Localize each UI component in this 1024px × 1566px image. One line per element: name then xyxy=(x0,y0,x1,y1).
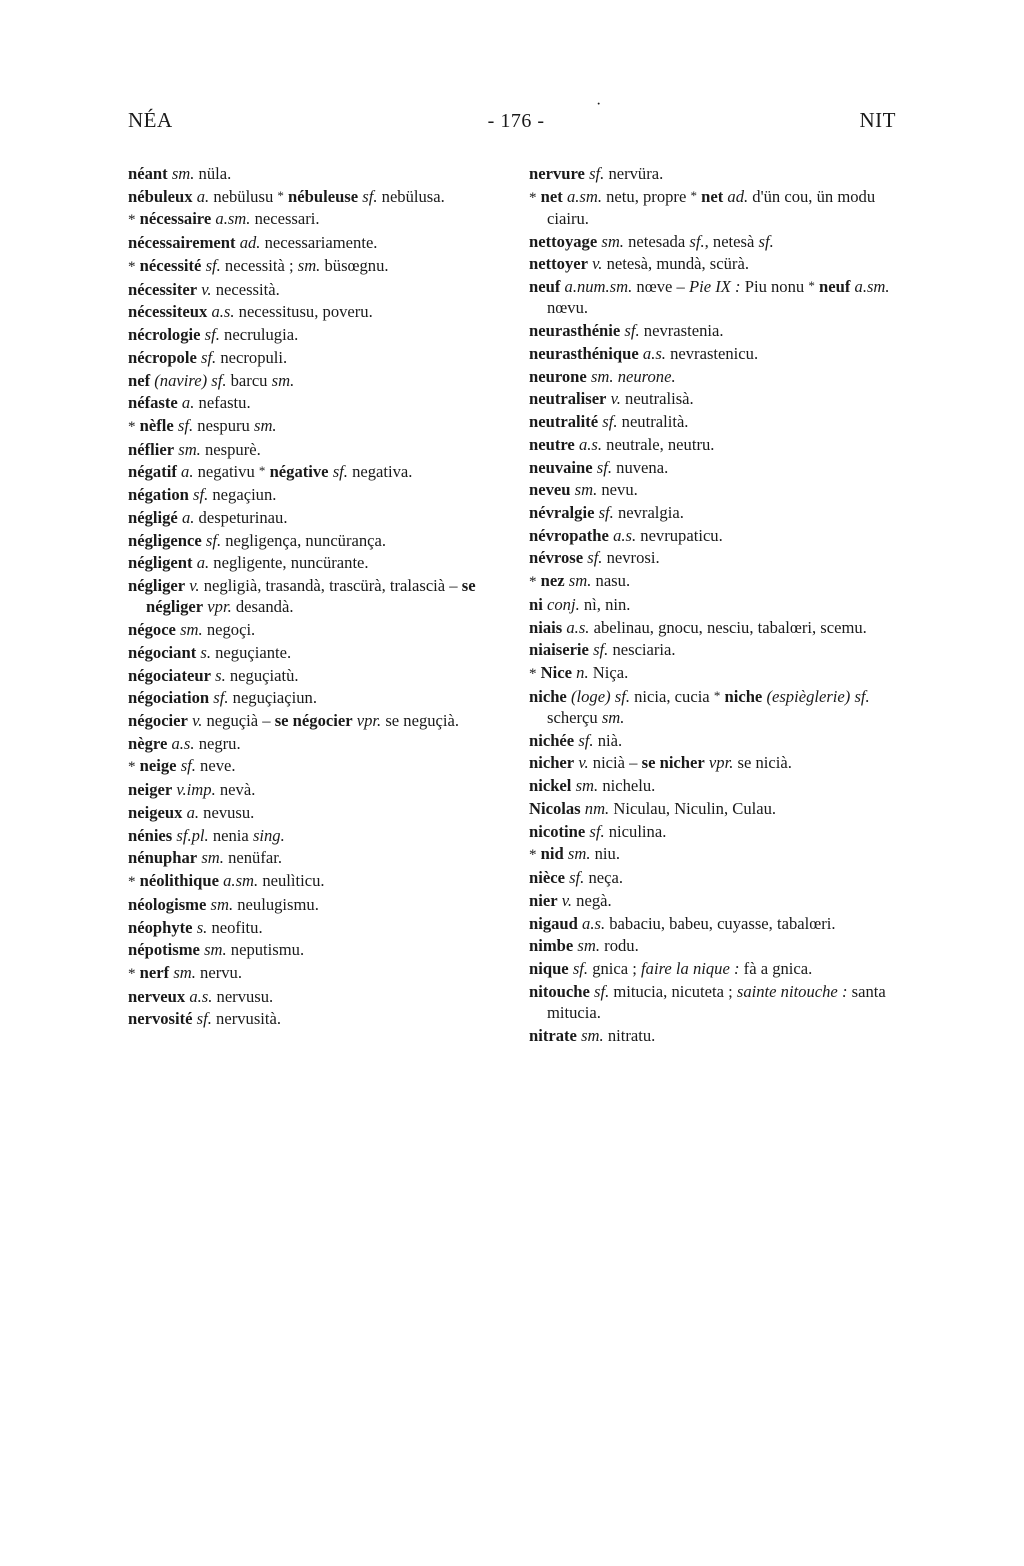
entry-headword: nécessairement xyxy=(128,233,236,253)
dictionary-entry xyxy=(128,575,499,617)
entry-headword: néant xyxy=(128,164,168,183)
entry-definition: sm. nervu. xyxy=(173,962,242,982)
entry-headword: nègre xyxy=(128,733,168,753)
entry-marker: * xyxy=(128,874,136,891)
entry-definition: sf. neutralità. xyxy=(602,412,689,432)
header-right-guideword: NIT xyxy=(859,108,896,132)
entry-marker: * xyxy=(529,189,537,206)
dictionary-entry xyxy=(128,1008,499,1029)
dictionary-entry xyxy=(128,439,499,460)
entry-headword: nièce xyxy=(529,868,565,888)
entry-headword: nécessiteux xyxy=(128,302,208,322)
entry-headword: néologisme xyxy=(128,894,207,914)
entry-definition: sf. neça. xyxy=(569,868,624,888)
entry-definition: (navire) sf. barcu sm. xyxy=(154,370,295,390)
dictionary-entry xyxy=(128,484,499,505)
entry-headword: nébuleux xyxy=(128,186,193,206)
entry-definition: v. neguçià – se négocier vpr. se neguçià. xyxy=(192,710,460,730)
entry-marker: * xyxy=(529,847,537,864)
entry-definition: sm. nüla. xyxy=(171,164,232,183)
entry-definition: v.imp. nevà. xyxy=(176,780,256,800)
entry-definition: sf. niculina. xyxy=(589,821,667,841)
entry-headword: nénies xyxy=(128,825,173,845)
entry-definition: sf. nervusità. xyxy=(196,1009,282,1029)
entry-definition: a. nevusu. xyxy=(186,802,255,822)
entry-definition: sf. nià. xyxy=(578,730,623,750)
entry-definition: sm. niu. xyxy=(567,844,620,864)
dictionary-entry xyxy=(529,525,900,546)
dictionary-entry xyxy=(529,594,900,615)
dictionary-entry xyxy=(128,163,499,184)
entry-headword: nèfle xyxy=(139,415,174,435)
dictionary-entry xyxy=(128,324,499,345)
dictionary-entry xyxy=(529,547,900,568)
entry-headword: neuf xyxy=(529,277,561,297)
dictionary-entry xyxy=(128,507,499,528)
page-header xyxy=(128,96,896,133)
entry-headword: nettoyage xyxy=(529,231,598,251)
dictionary-entry xyxy=(529,253,900,274)
entry-definition: v. nicià – se nicher vpr. se nicià. xyxy=(578,753,792,773)
entry-definition: v. negà. xyxy=(561,890,612,910)
entry-headword: net xyxy=(540,186,563,206)
entry-headword: négociation xyxy=(128,688,210,708)
entry-marker: * xyxy=(128,759,136,776)
dictionary-entry xyxy=(529,320,900,341)
dictionary-entry xyxy=(128,415,499,437)
dictionary-entry xyxy=(529,366,900,387)
entry-definition: a.s. neutrale, neutru. xyxy=(578,434,715,454)
entry-definition: a.s. negru. xyxy=(171,733,241,753)
dictionary-entry xyxy=(529,343,900,364)
entry-headword: nid xyxy=(540,844,564,864)
dictionary-entry xyxy=(128,755,499,777)
entry-headword: neiger xyxy=(128,780,173,800)
entry-definition: sm. neurone. xyxy=(590,366,676,386)
entry-definition: sf. nervüra. xyxy=(589,164,664,183)
dictionary-entry xyxy=(128,208,499,230)
entry-headword: négation xyxy=(128,485,189,505)
entry-marker: * xyxy=(529,666,537,683)
entry-headword: nécrologie xyxy=(128,325,201,345)
dictionary-entry xyxy=(128,962,499,984)
entry-headword: nique xyxy=(529,959,569,979)
entry-headword: névrose xyxy=(529,548,584,568)
entry-headword: nervure xyxy=(529,164,585,183)
entry-definition: a.sm. netu, propre * net ad. d'ün cou, ün modu ciairu. xyxy=(547,186,876,228)
entry-headword: nez xyxy=(540,571,565,591)
entry-headword: nécessité xyxy=(139,255,202,275)
dictionary-entry xyxy=(529,662,900,684)
entry-headword: neurasthénie xyxy=(529,321,621,341)
entry-definition: sf. necropuli. xyxy=(200,347,288,367)
dictionary-entry xyxy=(529,479,900,500)
entry-definition: sf. neguçiaçiun. xyxy=(213,688,317,708)
dictionary-entry xyxy=(128,710,499,731)
dictionary-entry xyxy=(128,392,499,413)
entry-headword: neveu xyxy=(529,480,571,500)
dictionary-entry xyxy=(529,752,900,773)
dictionary-entry xyxy=(529,730,900,751)
entry-definition: sf. necrulugia. xyxy=(204,325,299,345)
dictionary-entry xyxy=(529,843,900,865)
entry-definition: sf. nevralgia. xyxy=(598,502,684,522)
entry-definition: sm. netesada sf., netesà sf. xyxy=(601,231,774,251)
entry-definition: v. necessità. xyxy=(201,279,280,299)
entry-headword: neigeux xyxy=(128,802,183,822)
entry-definition: a.s. nevrupaticu. xyxy=(613,525,723,545)
entry-headword: néolithique xyxy=(139,871,219,891)
dictionary-entry xyxy=(128,461,499,482)
entry-definition: ad. necessariamente. xyxy=(239,233,378,253)
entry-headword: négatif xyxy=(128,462,177,482)
dictionary-entry xyxy=(529,686,900,728)
entry-definition: sf. negligença, nuncürança. xyxy=(205,530,387,550)
entry-definition: sf. nevrosi. xyxy=(587,548,660,568)
dictionary-entry xyxy=(128,186,499,207)
entry-definition: s. neofitu. xyxy=(196,917,263,937)
entry-headword: nécessiter xyxy=(128,279,198,299)
entry-headword: nicher xyxy=(529,753,575,773)
entry-definition: sf. neve. xyxy=(180,756,236,776)
dictionary-entry xyxy=(529,1025,900,1046)
dictionary-entry xyxy=(529,502,900,523)
entry-headword: neutralité xyxy=(529,412,599,432)
dictionary-entry xyxy=(128,347,499,368)
dictionary-entry xyxy=(128,870,499,892)
entry-definition: a.s. babaciu, babeu, cuyasse, tabalœri. xyxy=(582,913,836,933)
dictionary-entry xyxy=(529,639,900,660)
dictionary-entry xyxy=(529,821,900,842)
entry-headword: nigaud xyxy=(529,913,578,933)
dictionary-entry xyxy=(529,867,900,888)
entry-definition: sm. nevu. xyxy=(574,480,638,500)
entry-definition: conj. nì, nin. xyxy=(547,594,631,614)
dictionary-entry xyxy=(128,917,499,938)
left-column xyxy=(128,163,499,1047)
entry-headword: niaiserie xyxy=(529,640,589,660)
entry-definition: (loge) sf. nicia, cucia * niche (espièglerie) sf. scherçu sm. xyxy=(547,686,870,727)
page-number: - 176 - xyxy=(487,110,545,132)
entry-definition: a.s. abelinau, gnocu, nesciu, tabalœri, scemu. xyxy=(566,617,867,637)
entry-definition: v. neutralisà. xyxy=(610,389,694,409)
entry-headword: nitouche xyxy=(529,981,590,1001)
entry-headword: neurasthénique xyxy=(529,343,639,363)
dictionary-entry xyxy=(529,411,900,432)
entry-headword: nécropole xyxy=(128,347,197,367)
entry-definition: a.s. nervusu. xyxy=(189,986,274,1006)
entry-definition: sm. rodu. xyxy=(577,936,639,956)
entry-headword: nichée xyxy=(529,730,575,750)
entry-headword: nickel xyxy=(529,776,572,796)
dictionary-entry xyxy=(529,186,900,229)
entry-definition: a. nebülusu * nébuleuse sf. nebülusa. xyxy=(196,186,445,206)
dictionary-entry xyxy=(529,570,900,592)
dictionary-entry xyxy=(529,163,900,184)
entry-definition: s. neguçiatù. xyxy=(215,665,299,685)
entry-definition: sm. neputismu. xyxy=(204,940,305,960)
entry-headword: nettoyer xyxy=(529,254,588,274)
entry-headword: néfaste xyxy=(128,393,178,413)
entry-definition: a. negativu * négative sf. negativa. xyxy=(181,462,413,482)
entry-definition: a.num.sm. nœve – Pie IX : Piu nonu * neuf a.sm. nœvu. xyxy=(547,277,890,318)
entry-headword: nier xyxy=(529,890,558,910)
dictionary-entry xyxy=(128,939,499,960)
dictionary-entry xyxy=(529,958,900,979)
entry-headword: nerveux xyxy=(128,986,186,1006)
entry-definition: v. negligià, trasandà, trascürà, tralascià – se négliger vpr. desandà. xyxy=(146,576,476,617)
entry-headword: négociant xyxy=(128,642,197,662)
dictionary-entry xyxy=(128,665,499,686)
dictionary-entry xyxy=(529,276,900,318)
entry-marker: * xyxy=(128,212,136,229)
entry-headword: neige xyxy=(139,756,177,776)
dictionary-entry xyxy=(529,617,900,638)
entry-definition: s. neguçiante. xyxy=(200,642,292,662)
dictionary-entry xyxy=(128,370,499,391)
dictionary-entry xyxy=(529,388,900,409)
header-left-guideword: NÉA xyxy=(128,108,173,132)
dictionary-entry xyxy=(529,890,900,911)
entry-headword: ni xyxy=(529,594,543,614)
entry-marker: * xyxy=(128,258,136,275)
dictionary-entry xyxy=(128,779,499,800)
entry-headword: négocier xyxy=(128,710,188,730)
dictionary-entry xyxy=(128,232,499,253)
entry-definition: a.s. nevrastenicu. xyxy=(642,343,759,363)
entry-definition: n. Niça. xyxy=(576,663,629,683)
dictionary-entry xyxy=(128,986,499,1007)
entry-headword: népotisme xyxy=(128,940,200,960)
entry-headword: nénuphar xyxy=(128,848,198,868)
entry-definition: sf. nevrastenia. xyxy=(624,321,724,341)
entry-headword: neutraliser xyxy=(529,389,607,409)
entry-headword: négociateur xyxy=(128,665,211,685)
entry-headword: négligé xyxy=(128,507,178,527)
entry-headword: négoce xyxy=(128,620,176,640)
dictionary-entry xyxy=(128,847,499,868)
entry-headword: niche xyxy=(529,686,567,706)
dictionary-entry xyxy=(529,434,900,455)
dictionary-entry xyxy=(128,642,499,663)
dictionary-entry xyxy=(128,802,499,823)
entry-headword: nerf xyxy=(139,962,170,982)
entry-headword: neuvaine xyxy=(529,457,593,477)
entry-headword: négliger xyxy=(128,576,186,596)
dictionary-entry xyxy=(128,530,499,551)
entry-definition: sf. negaçiun. xyxy=(193,485,277,505)
entry-headword: néophyte xyxy=(128,917,193,937)
columns-container xyxy=(128,163,900,1047)
entry-headword: nef xyxy=(128,370,151,390)
dictionary-entry xyxy=(128,687,499,708)
entry-headword: névropathe xyxy=(529,525,609,545)
entry-headword: négligent xyxy=(128,553,193,573)
dictionary-entry xyxy=(529,798,900,819)
entry-definition: sm. negoçi. xyxy=(180,620,256,640)
entry-definition: a.sm. neulìticu. xyxy=(223,871,325,891)
entry-definition: sm. nitratu. xyxy=(581,1025,656,1045)
dictionary-entry xyxy=(529,775,900,796)
dictionary-entry xyxy=(529,231,900,252)
entry-headword: négligence xyxy=(128,530,202,550)
dictionary-entry xyxy=(529,913,900,934)
dictionary-entry xyxy=(529,457,900,478)
entry-headword: Nicolas xyxy=(529,798,581,818)
entry-definition: a. nefastu. xyxy=(181,393,251,413)
right-column xyxy=(529,163,900,1047)
dictionary-entry xyxy=(128,894,499,915)
entry-marker: * xyxy=(128,965,136,982)
entry-definition: sm. nichelu. xyxy=(575,776,656,796)
entry-marker: * xyxy=(128,418,136,435)
entry-headword: névralgie xyxy=(529,502,595,522)
entry-headword: niais xyxy=(529,617,563,637)
entry-definition: sf. necessità ; sm. büsœgnu. xyxy=(205,255,389,275)
dictionary-entry xyxy=(128,279,499,300)
entry-headword: néflier xyxy=(128,439,175,459)
entry-definition: sf. mitucia, nicuteta ; sainte nitouche : santa mitucia. xyxy=(547,981,886,1022)
entry-headword: Nice xyxy=(540,663,572,683)
dictionary-entry xyxy=(128,552,499,573)
entry-definition: a. negligente, nuncürante. xyxy=(196,553,369,573)
entry-headword: nitrate xyxy=(529,1025,577,1045)
entry-definition: sm. neulugismu. xyxy=(210,894,319,914)
entry-headword: neurone xyxy=(529,366,587,386)
entry-definition: nm. Niculau, Niculin, Culau. xyxy=(584,798,777,818)
dictionary-entry xyxy=(529,981,900,1023)
entry-definition: a.sm. necessari. xyxy=(215,209,320,229)
entry-definition: sm. nespurè. xyxy=(178,439,261,459)
entry-definition: sf. nespuru sm. xyxy=(177,415,277,435)
entry-headword: nervosité xyxy=(128,1009,193,1029)
entry-headword: nécessaire xyxy=(139,209,212,229)
entry-definition: sf.pl. nenia sing. xyxy=(176,825,285,845)
entry-definition: a.s. necessitusu, poveru. xyxy=(211,302,373,322)
entry-definition: sf. nuvena. xyxy=(596,457,669,477)
dictionary-entry xyxy=(128,825,499,846)
dictionary-entry xyxy=(128,733,499,754)
entry-definition: sf. gnica ; faire la nique : fà a gnica. xyxy=(572,959,813,979)
dictionary-entry xyxy=(128,301,499,322)
entry-definition: sm. nenüfar. xyxy=(201,848,282,868)
entry-definition: sm. nasu. xyxy=(568,571,631,591)
entry-headword: neutre xyxy=(529,434,575,454)
entry-headword: nimbe xyxy=(529,936,574,956)
entry-definition: v. netesà, mundà, scürà. xyxy=(592,254,749,274)
dictionary-entry xyxy=(529,935,900,956)
dictionary-entry xyxy=(128,255,499,277)
entry-definition: a. despeturinau. xyxy=(181,507,288,527)
entry-definition: sf. nesciaria. xyxy=(593,640,676,660)
dictionary-entry xyxy=(128,619,499,640)
entry-marker: * xyxy=(529,574,537,591)
entry-headword: nicotine xyxy=(529,821,586,841)
header-mark: · xyxy=(596,96,602,113)
